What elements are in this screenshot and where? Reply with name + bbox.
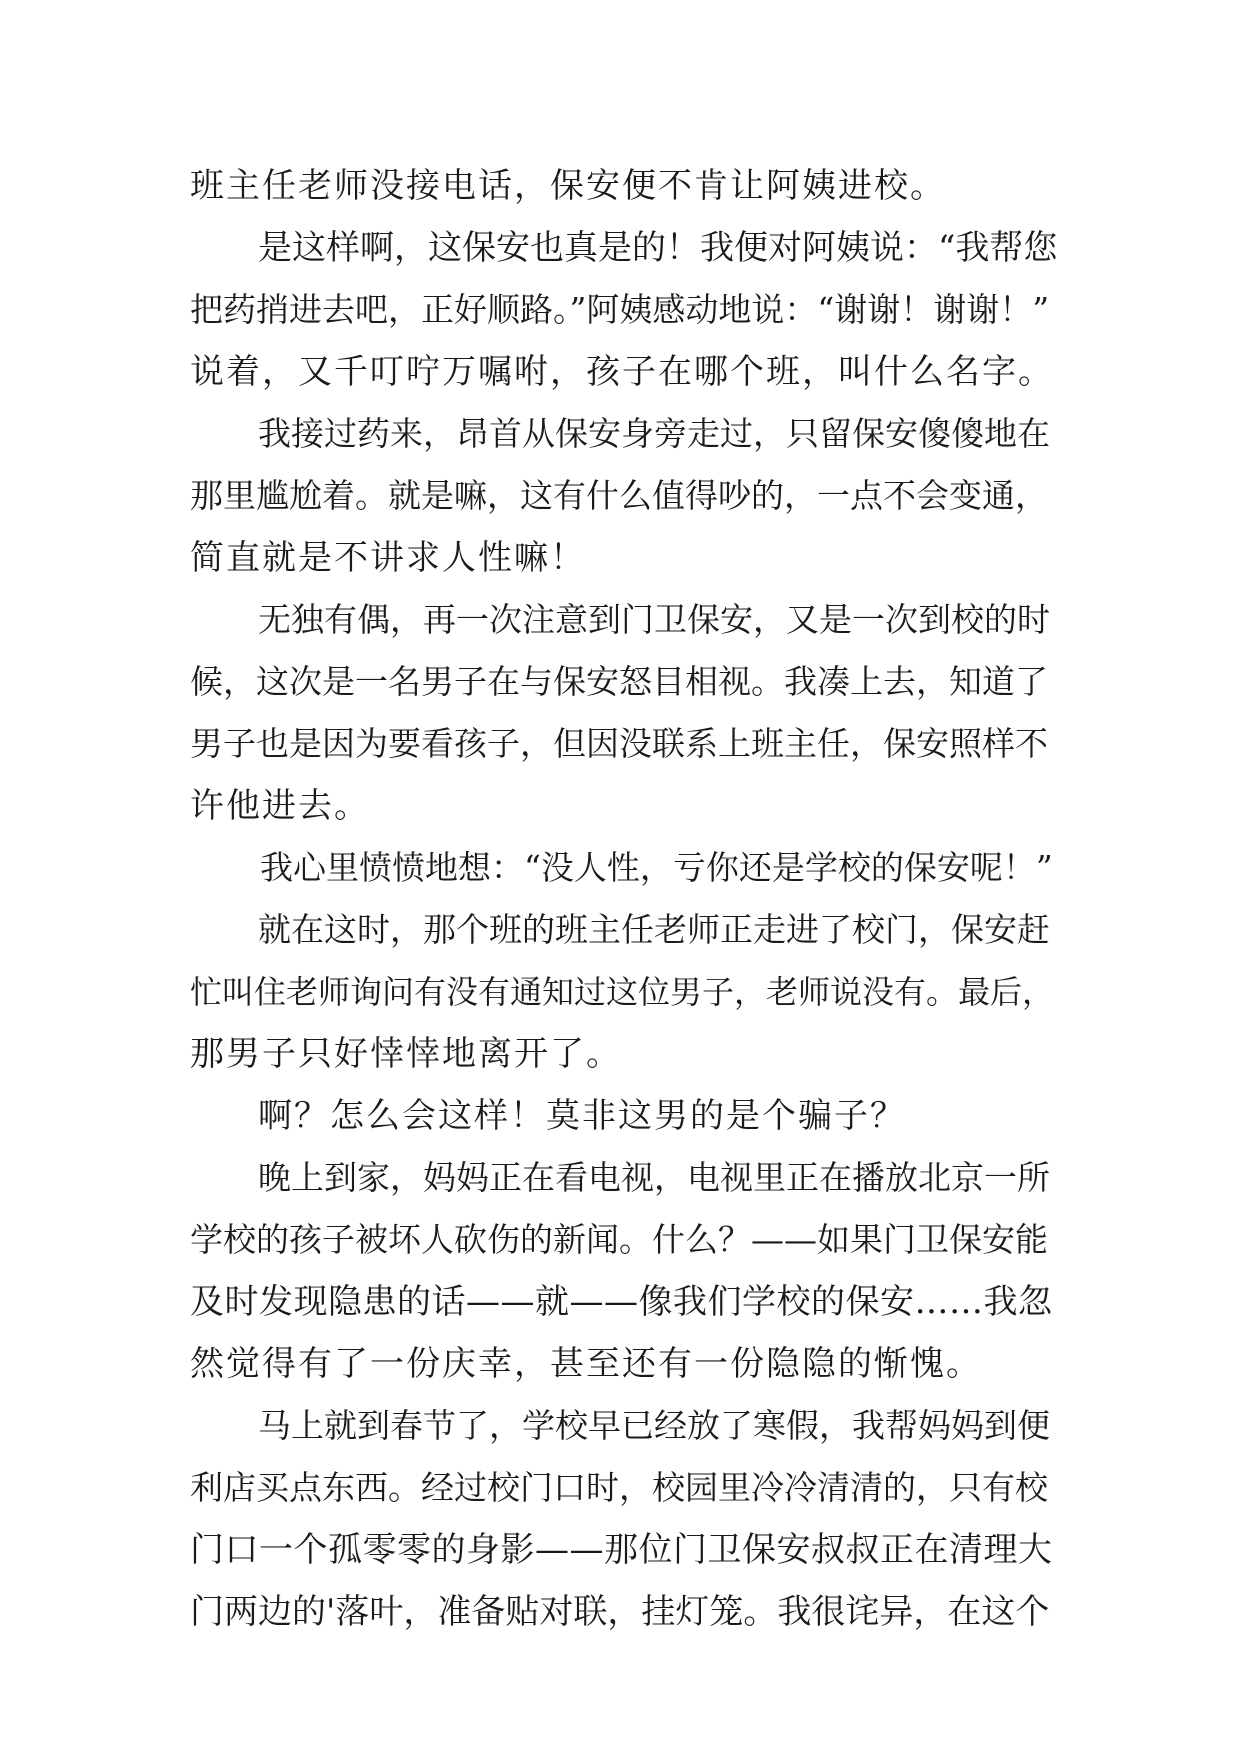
text-line: 我心里愤愤地想：“没人性，亏你还是学校的保安呢！” (260, 848, 1053, 887)
text-line: 男子也是因为要看孩子，但因没联系上班主任，保安照样不 (190, 724, 1048, 763)
text-line: 啊？怎么会这样！莫非这男的是个骗子？ (258, 1096, 906, 1136)
text-line: 候，这次是一名男子在与保安怒目相视。我凑上去，知道了 (190, 662, 1048, 701)
text-line: 学校的孩子被坏人砍伤的新闻。什么？——如果门卫保安能 (190, 1220, 1048, 1259)
text-line: 及时发现隐患的话——就——像我们学校的保安……我忽 (190, 1282, 1053, 1322)
text-line: 是这样啊，这保安也真是的！我便对阿姨说：“我帮您 (258, 228, 1058, 268)
text-line: 利店买点东西。经过校门口时，校园里冷冷清清的，只有校 (190, 1468, 1048, 1507)
text-line: 许他进去。 (190, 786, 370, 826)
text-line: 简直就是不讲求人性嘛！ (190, 538, 586, 578)
text-line: 无独有偶，再一次注意到门卫保安，又是一次到校的时 (258, 600, 1050, 639)
text-line: 门两边的'落叶，准备贴对联，挂灯笼。我很诧异，在这个 (190, 1592, 1050, 1632)
text-line: 说着，又千叮咛万嘱咐，孩子在哪个班，叫什么名字。 (190, 352, 1054, 392)
text-line: 那男子只好悻悻地离开了。 (190, 1034, 622, 1074)
essay-body (190, 155, 1060, 1643)
text-line: 就在这时，那个班的班主任老师正走进了校门，保安赶 (258, 910, 1050, 949)
text-line: 班主任老师没接电话，保安便不肯让阿姨进校。 (190, 166, 946, 206)
text-line: 晚上到家，妈妈正在看电视，电视里正在播放北京一所 (258, 1158, 1050, 1197)
text-line: 把药捎进去吧，正好顺路。”阿姨感动地说：“谢谢！谢谢！” (190, 290, 1050, 329)
text-line: 门口一个孤零零的身影——那位门卫保安叔叔正在清理大 (190, 1530, 1053, 1570)
text-line: 马上就到春节了，学校早已经放了寒假，我帮妈妈到便 (258, 1406, 1050, 1445)
text-line: 那里尴尬着。就是嘛，这有什么值得吵的，一点不会变通， (190, 476, 1048, 515)
text-line: 我接过药来，昂首从保安身旁走过，只留保安傻傻地在 (258, 414, 1050, 453)
text-line: 忙叫住老师询问有没有通知过这位男子，老师说没有。最后， (190, 973, 1055, 1011)
text-line: 然觉得有了一份庆幸，甚至还有一份隐隐的惭愧。 (190, 1344, 982, 1384)
